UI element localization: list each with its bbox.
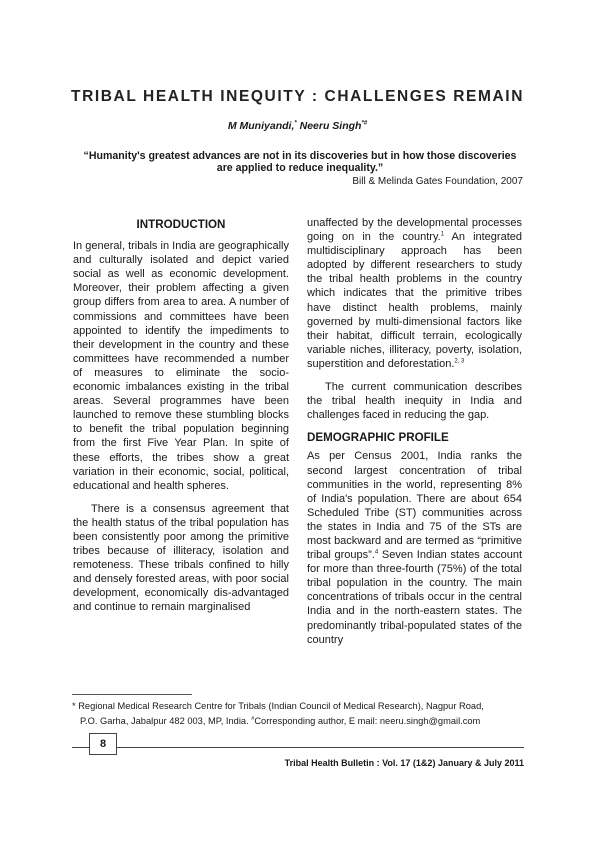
author-singh: Neeru Singh xyxy=(299,120,362,132)
footnote-contact xyxy=(72,713,532,728)
reference-marker: 1 xyxy=(440,231,445,238)
epigraph-quote: “Humanity's greatest advances are not in its discoveries but in how those discoveries are applied to reduce inequality.” xyxy=(83,150,517,174)
left-column xyxy=(73,216,289,615)
footnote-address: P.O. Garha, Jabalpur 482 003, MP, India. xyxy=(80,716,252,727)
right-column xyxy=(307,216,522,647)
author-line xyxy=(0,120,595,132)
author-muniyandi: M Muniyandi, xyxy=(227,120,295,132)
introduction-paragraph-2-continued xyxy=(307,216,522,371)
paragraph-text: As per Census 2001, India ranks the second largest concentration of tribal communities in the world, representing 8% of India's population. There are about 654 Scheduled Tribe (ST) communities across the states in India and 75 of the STs are most backward and are termed as “primitive tribal groups”. xyxy=(307,450,522,562)
epigraph-source: Bill & Melinda Gates Foundation, 2007 xyxy=(352,176,523,187)
article-title: TRIBAL HEALTH INEQUITY : CHALLENGES REMAIN xyxy=(71,88,524,105)
reference-marker: 2, 3 xyxy=(454,358,465,365)
footer-rule xyxy=(72,747,524,748)
author-mark: * xyxy=(294,120,297,127)
introduction-paragraph-3: The current communication describes the tribal health inequity in India and challenges faced in reducing the gap. xyxy=(307,381,522,422)
footnote-email: Corresponding author, E mail: neeru.singh@gmail.com xyxy=(254,716,481,727)
introduction-paragraph-2: There is a consensus agreement that the health status of the tribal population has been consistently poor among the primitive tribes because of illiteracy, isolation and remoteness. These tribals confined to hilly and densely forested areas, with poor social development, economically dis-advantaged and continue to remain marginalised xyxy=(73,502,289,614)
paragraph-text: An integrated multidisciplinary approach has been adopted by different researchers to study the tribal health problems in the country which indicates that the primitive tribes have distinct health problems, mainly governed by multi-dimensional factors like their habitat, difficult terrain, ecologically variable niches, illiteracy, poverty, isolation, superstition and deforestation. xyxy=(307,231,522,370)
introduction-heading: INTRODUCTION xyxy=(136,218,226,231)
demographic-heading: DEMOGRAPHIC PROFILE xyxy=(307,431,449,445)
paragraph-text: Seven Indian states account for more than three-fourth (75%) of the total tribal population in the country. The main concentrations of tribals occur in the central India and in the north-eastern states. The predominantly tribal-populated states of the country xyxy=(307,549,522,646)
corresponding-author-mark: *# xyxy=(361,120,368,127)
journal-citation: Tribal Health Bulletin : Vol. 17 (1&2) January & July 2011 xyxy=(284,758,524,768)
reference-marker: 4 xyxy=(374,549,379,556)
footnote xyxy=(72,700,532,728)
footnote-divider xyxy=(72,694,192,695)
corresponding-mark: # xyxy=(251,716,255,722)
demographic-paragraph-1 xyxy=(307,449,522,646)
paragraph-text: unaffected by the developmental processes going on in the country. xyxy=(307,217,522,244)
footnote-affiliation: * Regional Medical Research Centre for Tribals (Indian Council of Medical Research), Nagpur Road, xyxy=(72,701,484,711)
introduction-paragraph-1: In general, tribals in India are geographically and culturally isolated and depict varied social as well as economic development. Moreover, their problem affecting a given group differs from area to area. A number of commissions and committees have been appointed to identify the impediments to their development in the country and these committees have recommended a number of measures to eliminate the socio-economic imbalances existing in the tribal areas. Several programmes have been launched to remove these stumbling blocks to benefit the tribal population beginning from the first Five Year Plan. In spite of these efforts, the tribes show a great variation in their economic, social, political, educational and health spheres. xyxy=(73,240,289,492)
page-number: 8 xyxy=(89,733,117,755)
